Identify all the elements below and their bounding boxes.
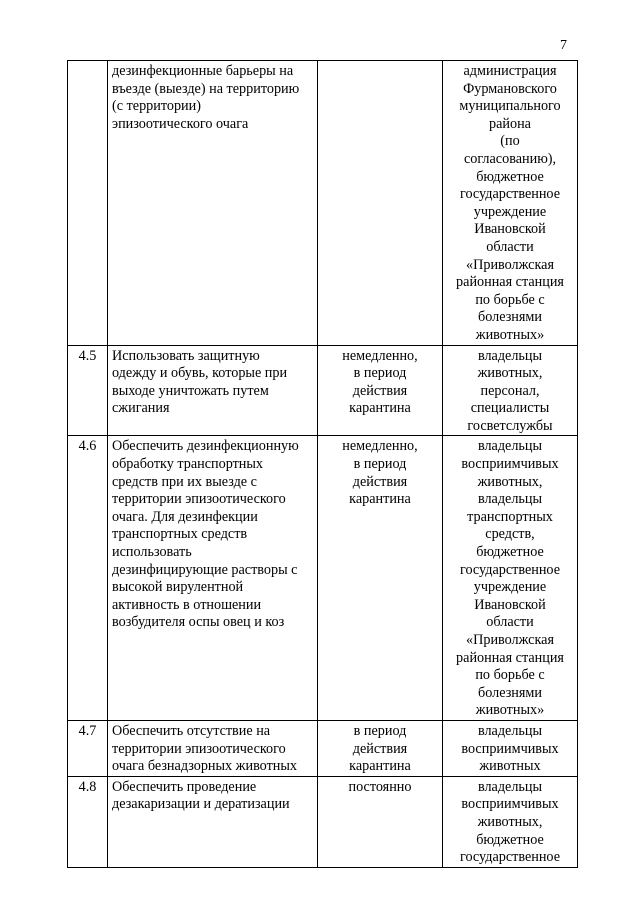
- row-number-cell: [68, 436, 108, 721]
- action-cell: [108, 720, 318, 776]
- row-number-cell: [68, 61, 108, 346]
- row-number-cell: [68, 720, 108, 776]
- responsible-cell: [443, 345, 578, 436]
- term-text: в период действия карантина: [349, 722, 411, 775]
- page-number: 7: [560, 38, 567, 53]
- row-number: 4.6: [78, 438, 97, 455]
- table-row: [68, 345, 578, 436]
- term-cell: [318, 345, 443, 436]
- row-number: 4.8: [78, 778, 97, 795]
- row-number-cell: [68, 776, 108, 867]
- term-cell: [318, 720, 443, 776]
- term-cell: [318, 776, 443, 867]
- term-text: немедленно, в период действия карантина: [342, 438, 418, 508]
- action-cell: [108, 436, 318, 721]
- term-cell: [318, 61, 443, 346]
- responsible-text: администрация Фурмановского муниципального района (по согласованию), бюджетное государственное учреждение Ивановской области «Приволжская районная станция по борьбе с болезнями животных»: [456, 63, 564, 343]
- term-text: постоянно: [348, 778, 412, 795]
- action-cell: [108, 345, 318, 436]
- action-text: дезинфекционные барьеры на въезде (выезде) на территорию (с территории) эпизоотического очага: [112, 63, 300, 132]
- responsible-cell: [443, 776, 578, 867]
- responsible-text: владельцы животных, персонал, специалисты госветслужбы: [467, 347, 553, 434]
- term-cell: [318, 436, 443, 721]
- row-number-cell: [68, 345, 108, 436]
- responsible-text: владельцы восприимчивых животных, бюджетное государственное: [460, 778, 560, 866]
- row-number: 4.5: [78, 347, 97, 364]
- action-text: Обеспечить проведение дезакаризации и дератизации: [112, 778, 290, 813]
- action-text: Использовать защитную одежду и обувь, которые при выходе уничтожать путем сжигания: [112, 347, 288, 417]
- table-row: [68, 61, 578, 346]
- responsible-cell: [443, 436, 578, 721]
- action-text: Обеспечить дезинфекционную обработку транспортных средств при их выезде с территории эпизоотического очага. Для дезинфекции транспортных средств использовать дезинфицирующие растворы с высокой вирулентной активность в отношении возбудителя оспы овец и коз: [112, 438, 299, 631]
- responsible-text: владельцы восприимчивых животных: [461, 722, 559, 775]
- table-row: [68, 776, 578, 867]
- action-text: Обеспечить отсутствие на территории эпизоотического очага безнадзорных животных: [112, 722, 298, 775]
- row-number: 4.7: [78, 722, 97, 739]
- responsible-cell: [443, 61, 578, 346]
- term-text: немедленно, в период действия карантина: [342, 347, 418, 417]
- responsible-text: владельцы восприимчивых животных, владельцы транспортных средств, бюджетное государственное учреждение Ивановской области «Приволжская районная станция по борьбе с болезнями животных»: [456, 438, 564, 719]
- table-row: [68, 720, 578, 776]
- measures-table: [67, 60, 578, 868]
- responsible-cell: [443, 720, 578, 776]
- action-cell: [108, 776, 318, 867]
- table-row: [68, 436, 578, 721]
- action-cell: [108, 61, 318, 346]
